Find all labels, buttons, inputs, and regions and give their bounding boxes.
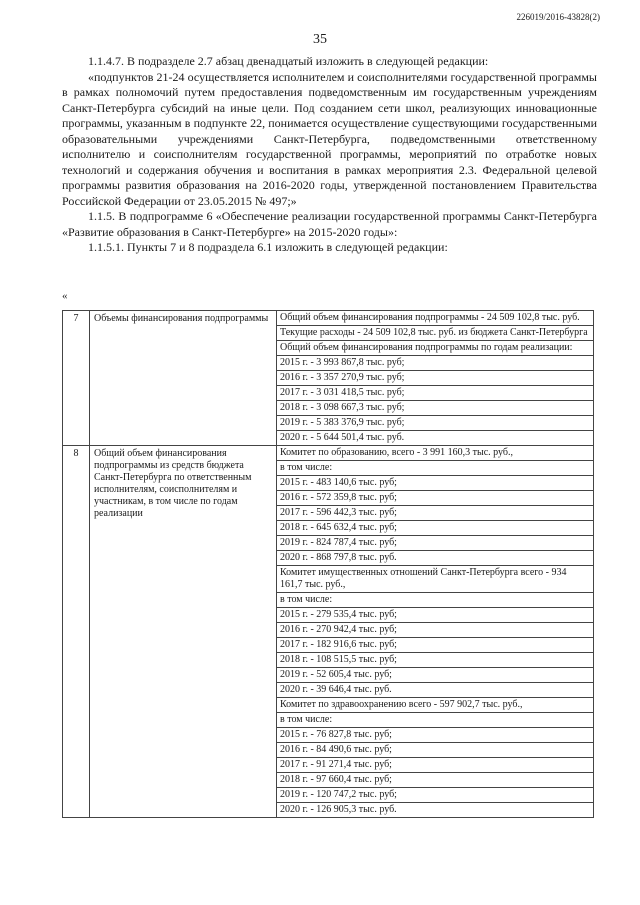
row-7-cell: 2018 г. - 3 098 667,3 тыс. руб; — [277, 401, 594, 416]
row-8-label: Общий объем финансирования подпрограммы из средств бюджета Санкт-Петербурга по ответственным исполнителям, соисполнителям и участникам, в том числе по годам реализации — [90, 446, 277, 818]
row-7-label: Объемы финансирования подпрограммы — [90, 311, 277, 446]
row-8-cell: 2018 г. - 645 632,4 тыс. руб; — [277, 521, 594, 536]
row-8-cell: 2018 г. - 108 515,5 тыс. руб; — [277, 653, 594, 668]
row-7-group — [63, 311, 594, 446]
row-7-cell: 2016 г. - 3 357 270,9 тыс. руб; — [277, 371, 594, 386]
row-8-cell: в том числе: — [277, 713, 594, 728]
row-7-number: 7 — [63, 311, 90, 446]
row-7-cell: Текущие расходы - 24 509 102,8 тыс. руб. из бюджета Санкт-Петербурга — [277, 326, 594, 341]
row-8-cell: Комитет по образованию, всего - 3 991 160,3 тыс. руб., — [277, 446, 594, 461]
row-7-cell: 2015 г. - 3 993 867,8 тыс. руб; — [277, 356, 594, 371]
row-7-cell: 2020 г. - 5 644 501,4 тыс. руб. — [277, 431, 594, 446]
row-8-cell: 2017 г. - 182 916,6 тыс. руб; — [277, 638, 594, 653]
row-7-cell: 2017 г. - 3 031 418,5 тыс. руб; — [277, 386, 594, 401]
row-8-cell: 2017 г. - 91 271,4 тыс. руб; — [277, 758, 594, 773]
row-8-cell: в том числе: — [277, 593, 594, 608]
row-8-cell: 2020 г. - 39 646,4 тыс. руб. — [277, 683, 594, 698]
row-8-cell: 2016 г. - 84 490,6 тыс. руб; — [277, 743, 594, 758]
row-8-group — [63, 446, 594, 818]
row-8-number: 8 — [63, 446, 90, 818]
row-8-cell: 2016 г. - 572 359,8 тыс. руб; — [277, 491, 594, 506]
paragraph-1-1-4-7: 1.1.4.7. В подразделе 2.7 абзац двенадцатый изложить в следующей редакции: — [88, 54, 489, 68]
row-8-cell: 2019 г. - 824 787,4 тыс. руб; — [277, 536, 594, 551]
row-8-cell: 2015 г. - 483 140,6 тыс. руб; — [277, 476, 594, 491]
row-8-cell: 2017 г. - 596 442,3 тыс. руб; — [277, 506, 594, 521]
quote-mark: « — [62, 290, 68, 302]
row-8-cell: 2015 г. - 279 535,4 тыс. руб; — [277, 608, 594, 623]
row-8-cell: 2018 г. - 97 660,4 тыс. руб; — [277, 773, 594, 788]
document-id: 226019/2016-43828(2) — [516, 12, 600, 22]
row-8-cell: 2015 г. - 76 827,8 тыс. руб; — [277, 728, 594, 743]
table-row — [63, 311, 594, 326]
row-8-cell: 2019 г. - 52 605,4 тыс. руб; — [277, 668, 594, 683]
row-8-cell: Комитет по здравоохранению всего - 597 902,7 тыс. руб., — [277, 698, 594, 713]
row-8-cell: Комитет имущественных отношений Санкт-Петербурга всего - 934 161,7 тыс. руб., — [277, 566, 594, 593]
row-8-cell: 2016 г. - 270 942,4 тыс. руб; — [277, 623, 594, 638]
paragraph-1-1-5-1: 1.1.5.1. Пункты 7 и 8 подраздела 6.1 изложить в следующей редакции: — [88, 240, 448, 254]
table-row — [63, 446, 594, 461]
row-7-cell: Общий объем финансирования подпрограммы - 24 509 102,8 тыс. руб. — [277, 311, 594, 326]
row-8-cell: 2019 г. - 120 747,2 тыс. руб; — [277, 788, 594, 803]
paragraph-1-1-5: 1.1.5. В подпрограмме 6 «Обеспечение реализации государственной программы Санкт-Петербурга «Развитие образования в Санкт-Петербурге» на 2015-2020 годы»: — [62, 209, 597, 239]
row-7-cell: 2019 г. - 5 383 376,9 тыс. руб; — [277, 416, 594, 431]
row-8-cell: 2020 г. - 126 905,3 тыс. руб. — [277, 803, 594, 818]
row-8-cell: в том числе: — [277, 461, 594, 476]
financing-table — [62, 310, 594, 818]
body-text — [62, 54, 597, 256]
page-number: 35 — [313, 32, 327, 47]
row-8-cell: 2020 г. - 868 797,8 тыс. руб. — [277, 551, 594, 566]
row-7-cell: Общий объем финансирования подпрограммы по годам реализации: — [277, 341, 594, 356]
paragraph-quote: «подпунктов 21-24 осуществляется исполнителем и соисполнителями государственной программы в рамках полномочий путем предоставления подведомственным им государственным учреждениям Санкт-Петербурга субсидий на иные цели. Под созданием сети школ, реализующих инновационные программы, указанным в подпункте 22, понимается осуществление существующими государственными образовательными учреждениями Санкт-Петербурга, подведомственными ответственному исполнителю и соисполнителям государственной программы, мероприятий по отработке новых технологий и содержания обучения и воспитания в рамках мероприятия 2.3. Федеральной целевой программы развития образования на 2016-2020 годы, утвержденной постановлением Правительства Российской Федерации от 23.05.2015 № 497;» — [62, 69, 597, 208]
